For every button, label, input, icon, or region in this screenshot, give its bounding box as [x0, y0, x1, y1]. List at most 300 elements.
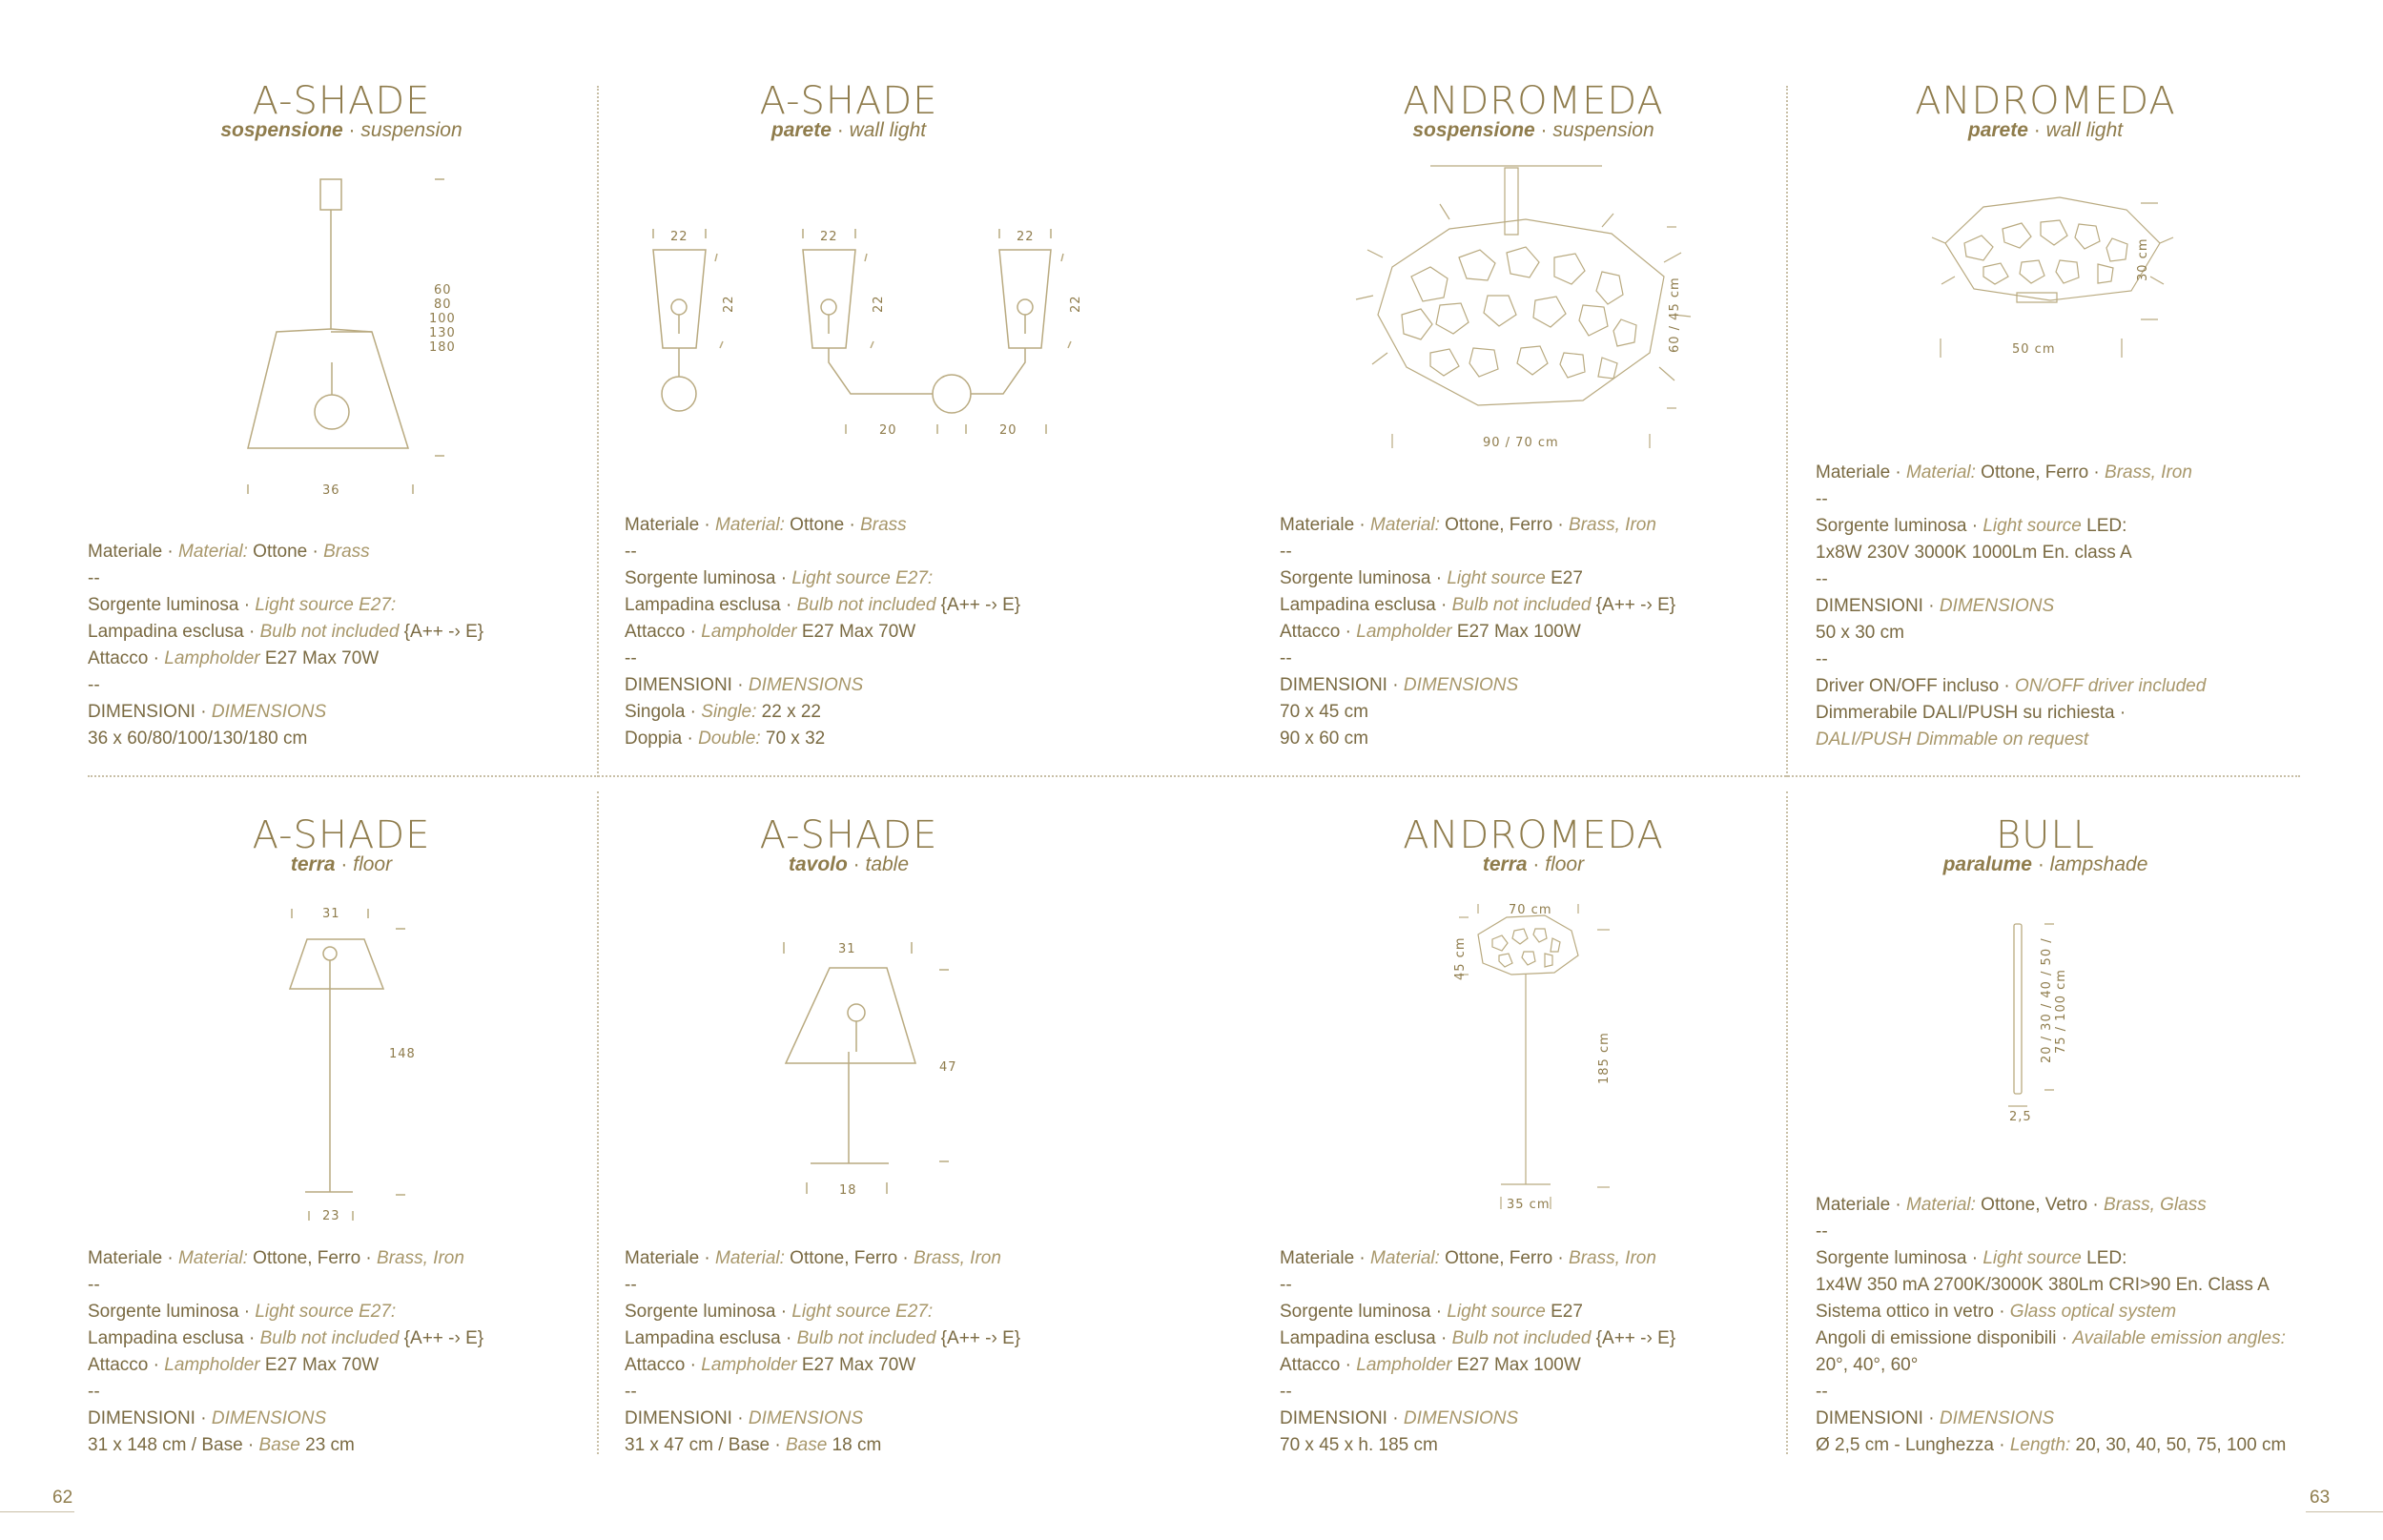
spec-italian: Ottone, Ferro ·: [1439, 515, 1570, 535]
spec-row: [88, 672, 483, 699]
dim-w: 70 cm: [1509, 903, 1552, 917]
dim-h1: 45 cm: [1453, 936, 1468, 980]
spec-italian: Materiale ·: [1280, 515, 1371, 535]
subtitle-it: terra: [1482, 853, 1528, 875]
spec-italian: --: [88, 1275, 100, 1295]
spec-italian: Materiale ·: [88, 542, 179, 562]
spec-list: [1816, 460, 2206, 753]
spec-english: Material:: [1370, 1248, 1440, 1268]
spec-italian: --: [625, 542, 637, 562]
spec-italian: Lampadina esclusa ·: [1280, 595, 1452, 615]
a-shade-wall-drawing: [639, 219, 1135, 448]
spec-italian: 36 x 60/80/100/130/180 cm: [88, 729, 308, 749]
dim-h-80: 80: [434, 298, 452, 312]
spec-row: [625, 1379, 1020, 1406]
spec-italian: --: [1280, 542, 1292, 562]
spec-italian: Ottone, Ferro ·: [1975, 462, 2106, 483]
product-subtitle: [1845, 852, 2246, 877]
subtitle-separator: ·: [831, 119, 850, 141]
dim-len: 20 / 30 / 40 / 50 /: [2040, 937, 2054, 1063]
spec-row: [1816, 647, 2206, 673]
spec-italian: Lampadina esclusa ·: [88, 1328, 260, 1348]
dim-h-180: 180: [429, 340, 456, 355]
subtitle-it: terra: [290, 853, 336, 875]
spec-italian: Sorgente luminosa ·: [88, 595, 256, 615]
dim-h-3: 22: [1069, 295, 1083, 313]
spec-english: Lampholder: [701, 1355, 797, 1375]
spec-italian: 18 cm: [827, 1435, 882, 1455]
spec-row: [88, 565, 483, 592]
spec-italian: Lampadina esclusa ·: [625, 595, 797, 615]
spec-english: Base: [785, 1435, 828, 1455]
spec-english: Material:: [715, 1248, 785, 1268]
spec-row: [88, 646, 483, 672]
andromeda-suspension-drawing: [1335, 162, 1716, 467]
spec-english: Brass: [323, 542, 370, 562]
product-subtitle: [648, 852, 1049, 877]
spec-row: [88, 592, 483, 619]
dim-w-1: 22: [670, 230, 688, 244]
spec-row: [1816, 727, 2206, 753]
spec-english: Light source E27:: [255, 595, 397, 615]
spec-english: DIMENSIONS: [211, 702, 327, 722]
spec-row: [625, 726, 1020, 752]
spec-italian: {A++ -› E}: [935, 595, 1021, 615]
spec-english: Material:: [178, 1248, 248, 1268]
spec-italian: {A++ -› E}: [935, 1328, 1021, 1348]
dim-h-100: 100: [429, 312, 456, 326]
spec-list: [625, 512, 1020, 752]
spec-italian: Materiale ·: [88, 1248, 179, 1268]
spec-italian: E27 Max 70W: [259, 1355, 380, 1375]
dim-h: 148: [389, 1047, 416, 1061]
spec-italian: Materiale ·: [1816, 462, 1907, 483]
a-shade-suspension-drawing: [229, 162, 477, 505]
a-shade-table-drawing: [772, 939, 973, 1197]
spec-row: [1816, 1219, 2286, 1245]
spec-row: [1816, 566, 2206, 593]
spec-italian: Sorgente luminosa ·: [625, 568, 792, 588]
product-title: ANDROMEDA: [1915, 79, 2176, 123]
spec-italian: 70 x 45 cm: [1280, 702, 1368, 722]
spec-row: [1280, 1379, 1675, 1406]
spec-italian: Attacco ·: [1280, 622, 1357, 642]
dim-arm-2: 20: [999, 423, 1017, 438]
spec-italian: DIMENSIONI ·: [1280, 1408, 1404, 1428]
subtitle-it: sospensione: [1412, 119, 1535, 141]
product-title: A-SHADE: [252, 79, 431, 123]
column-divider-3: [1786, 86, 1788, 777]
subtitle-it: sospensione: [220, 119, 343, 141]
spec-english: Light source: [1982, 516, 2082, 536]
spec-english: Bulb not included: [796, 595, 936, 615]
product-subtitle: [1333, 852, 1734, 877]
dim-width: 36: [322, 483, 340, 498]
subtitle-separator: ·: [342, 119, 361, 141]
spec-row: [625, 1272, 1020, 1299]
spec-list: [1280, 512, 1675, 752]
dim-w: 31: [322, 907, 340, 921]
spec-english: DIMENSIONS: [1403, 1408, 1519, 1428]
spec-row: [1816, 540, 2206, 566]
spec-italian: Materiale ·: [625, 515, 716, 535]
spec-row: [1816, 1272, 2286, 1299]
subtitle-separator: ·: [335, 853, 354, 875]
spec-italian: DIMENSIONI ·: [1816, 596, 1940, 616]
spec-italian: --: [625, 1382, 637, 1402]
spec-row: [1816, 460, 2206, 486]
product-title: ANDROMEDA: [1403, 79, 1664, 123]
spec-row: [1280, 1272, 1675, 1299]
spec-row: [625, 672, 1020, 699]
spec-italian: E27 Max 100W: [1451, 1355, 1581, 1375]
subtitle-en: floor: [1545, 853, 1585, 875]
row-divider: [88, 775, 2300, 777]
spec-italian: Attacco ·: [625, 622, 702, 642]
spec-list: [1816, 1192, 2286, 1459]
spec-english: Bulb not included: [259, 622, 400, 642]
dim-base: 18: [839, 1183, 857, 1198]
spec-italian: DIMENSIONI ·: [625, 675, 749, 695]
spec-italian: Materiale ·: [1280, 1248, 1371, 1268]
spec-row: [1280, 565, 1675, 592]
dim-w-2: 22: [820, 230, 838, 244]
spec-english: Length:: [2009, 1435, 2071, 1455]
spec-italian: Ottone, Vetro ·: [1975, 1195, 2105, 1215]
subtitle-en: suspension: [360, 119, 462, 141]
spec-italian: 1x4W 350 mA 2700K/3000K 380Lm CRI>90 En. Class A: [1816, 1275, 2270, 1295]
spec-english: Brass: [860, 515, 907, 535]
spec-italian: LED:: [2081, 1248, 2127, 1268]
spec-row: [1280, 1299, 1675, 1325]
subtitle-it: parete: [1967, 119, 2028, 141]
spec-english: Base: [258, 1435, 300, 1455]
spec-english: Light source: [1447, 568, 1546, 588]
spec-italian: DIMENSIONI ·: [88, 702, 212, 722]
spec-row: [625, 1406, 1020, 1432]
spec-list: [1280, 1245, 1675, 1459]
spec-english: Light source E27:: [791, 568, 934, 588]
subtitle-it: tavolo: [788, 853, 848, 875]
spec-italian: --: [1816, 489, 1828, 509]
spec-italian: LED:: [2081, 516, 2127, 536]
spec-english: Brass, Iron: [1569, 515, 1656, 535]
spec-row: [625, 646, 1020, 672]
spec-row: [1280, 1325, 1675, 1352]
spec-italian: Dimmerabile DALI/PUSH su richiesta ·: [1816, 703, 2126, 723]
spec-italian: Attacco ·: [625, 1355, 702, 1375]
spec-italian: E27 Max 70W: [796, 622, 916, 642]
spec-italian: --: [625, 648, 637, 668]
spec-english: Material:: [178, 542, 248, 562]
spec-row: [88, 1352, 483, 1379]
page-number-left: 62: [52, 1488, 73, 1508]
spec-row: [1816, 700, 2206, 727]
spec-italian: {A++ -› E}: [399, 1328, 484, 1348]
spec-english: ON/OFF driver included: [2015, 676, 2207, 696]
spec-english: Single:: [701, 702, 757, 722]
spec-italian: --: [1280, 1382, 1292, 1402]
dim-h: 60 / 45 cm: [1668, 277, 1682, 353]
spec-italian: 22 x 22: [756, 702, 821, 722]
dim-h-1: 22: [722, 295, 736, 313]
page-rule-left: [0, 1511, 74, 1512]
spec-row: [1280, 1406, 1675, 1432]
spec-italian: Sorgente luminosa ·: [1816, 1248, 1983, 1268]
spec-row: [1816, 513, 2206, 540]
spec-english: Bulb not included: [259, 1328, 400, 1348]
dim-dia: 2,5: [2009, 1110, 2032, 1124]
spec-row: [625, 565, 1020, 592]
andromeda-floor-drawing: [1440, 896, 1631, 1221]
dim-h: 185 cm: [1597, 1032, 1612, 1084]
dim-h-2: 22: [872, 295, 886, 313]
bull-drawing: [1993, 911, 2079, 1130]
spec-row: [1816, 1352, 2286, 1379]
dim-w: 90 / 70 cm: [1483, 436, 1559, 450]
spec-row: [88, 619, 483, 646]
spec-italian: Sorgente luminosa ·: [1280, 1302, 1448, 1322]
spec-italian: Sistema ottico in vetro ·: [1816, 1302, 2010, 1322]
spec-row: [625, 1325, 1020, 1352]
spec-italian: {A++ -› E}: [1591, 595, 1676, 615]
spec-english: Lampholder: [1356, 1355, 1452, 1375]
spec-italian: DIMENSIONI ·: [625, 1408, 749, 1428]
spec-english: DIMENSIONS: [1939, 1408, 2055, 1428]
spec-italian: Sorgente luminosa ·: [88, 1302, 256, 1322]
spec-italian: --: [1816, 569, 1828, 589]
spec-english: Light source E27:: [791, 1302, 934, 1322]
product-subtitle: [1333, 118, 1734, 143]
spec-italian: Attacco ·: [1280, 1355, 1357, 1375]
spec-row: [625, 1352, 1020, 1379]
subtitle-en: floor: [353, 853, 393, 875]
spec-italian: 50 x 30 cm: [1816, 623, 1904, 643]
spec-row: [1280, 512, 1675, 539]
spec-italian: --: [88, 1382, 100, 1402]
product-title: A-SHADE: [252, 813, 431, 857]
spec-italian: 20°, 40°, 60°: [1816, 1355, 1919, 1375]
spec-row: [88, 1406, 483, 1432]
subtitle-it: parete: [770, 119, 832, 141]
page-rule-right: [2306, 1511, 2383, 1512]
spec-english: Light source E27:: [255, 1302, 397, 1322]
spec-italian: 23 cm: [299, 1435, 355, 1455]
spec-italian: --: [1816, 649, 1828, 669]
spec-list: [88, 1245, 483, 1459]
spec-italian: Attacco ·: [88, 648, 165, 668]
dim-len2: 75 / 100 cm: [2054, 969, 2068, 1054]
spec-italian: E27 Max 100W: [1451, 622, 1581, 642]
subtitle-en: wall light: [849, 119, 927, 141]
dim-h: 47: [939, 1060, 957, 1075]
spec-italian: DIMENSIONI ·: [1816, 1408, 1940, 1428]
spec-english: DIMENSIONS: [211, 1408, 327, 1428]
spec-english: Bulb not included: [796, 1328, 936, 1348]
spec-row: [88, 1272, 483, 1299]
spec-italian: 1x8W 230V 3000K 1000Lm En. class A: [1816, 543, 2132, 563]
spec-row: [625, 1432, 1020, 1459]
spec-row: [1280, 619, 1675, 646]
spec-italian: Singola ·: [625, 702, 702, 722]
spec-italian: E27: [1545, 568, 1583, 588]
spec-english: Lampholder: [164, 648, 260, 668]
spec-english: Glass optical system: [2009, 1302, 2177, 1322]
subtitle-separator: ·: [1534, 119, 1553, 141]
spec-row: [625, 1299, 1020, 1325]
spec-row: [1280, 646, 1675, 672]
spec-row: [1816, 1379, 2286, 1406]
spec-italian: --: [1816, 1222, 1828, 1242]
spec-english: Bulb not included: [1451, 1328, 1592, 1348]
spec-row: [88, 1325, 483, 1352]
spec-italian: Lampadina esclusa ·: [1280, 1328, 1452, 1348]
spec-row: [625, 1245, 1020, 1272]
spec-english: Material:: [715, 515, 785, 535]
spec-row: [1280, 1352, 1675, 1379]
spec-row: [1280, 672, 1675, 699]
dim-h-130: 130: [429, 326, 456, 340]
spec-english: Material:: [1906, 462, 1976, 483]
spec-row: [1816, 486, 2206, 513]
spec-english: Material:: [1370, 515, 1440, 535]
spec-italian: Ottone, Ferro ·: [247, 1248, 378, 1268]
spec-row: [625, 539, 1020, 565]
spec-italian: Lampadina esclusa ·: [625, 1328, 797, 1348]
product-subtitle: [141, 118, 542, 143]
spec-row: [1816, 1325, 2286, 1352]
subtitle-en: lampshade: [2049, 853, 2148, 875]
dim-w-3: 22: [1017, 230, 1035, 244]
spec-row: [1816, 1432, 2286, 1459]
spec-row: [88, 726, 483, 752]
spec-italian: DIMENSIONI ·: [88, 1408, 212, 1428]
andromeda-wall-drawing: [1926, 186, 2212, 377]
spec-italian: Ottone, Ferro ·: [1439, 1248, 1570, 1268]
product-subtitle: [141, 852, 542, 877]
spec-row: [88, 699, 483, 726]
spec-row: [625, 699, 1020, 726]
spec-italian: Driver ON/OFF incluso ·: [1816, 676, 2016, 696]
product-subtitle: [1845, 118, 2246, 143]
spec-italian: E27: [1545, 1302, 1583, 1322]
spec-row: [1280, 726, 1675, 752]
spec-english: Available emission angles:: [2072, 1328, 2286, 1348]
spec-italian: --: [1816, 1382, 1828, 1402]
spec-row: [625, 619, 1020, 646]
spec-italian: --: [625, 1275, 637, 1295]
spec-italian: Attacco ·: [88, 1355, 165, 1375]
spec-row: [88, 1299, 483, 1325]
subtitle-en: table: [865, 853, 910, 875]
spec-italian: Angoli di emissione disponibili ·: [1816, 1328, 2073, 1348]
spec-list: [88, 539, 483, 752]
dim-w: 50 cm: [2012, 342, 2056, 357]
spec-english: Light source: [1447, 1302, 1546, 1322]
spec-italian: Ottone ·: [784, 515, 861, 535]
spec-italian: Materiale ·: [625, 1248, 716, 1268]
spec-english: Double:: [698, 729, 761, 749]
spec-row: [88, 1432, 483, 1459]
column-divider-1: [597, 86, 599, 777]
subtitle-separator: ·: [847, 853, 866, 875]
dim-base: 23: [322, 1209, 340, 1223]
subtitle-en: wall light: [2045, 119, 2124, 141]
spec-english: Bulb not included: [1451, 595, 1592, 615]
spec-italian: --: [1280, 1275, 1292, 1295]
product-title: ANDROMEDA: [1403, 813, 1664, 857]
spec-english: Brass, Iron: [2105, 462, 2192, 483]
spec-row: [88, 1379, 483, 1406]
spec-english: Lampholder: [701, 622, 797, 642]
spec-row: [1816, 593, 2206, 620]
dim-arm-1: 20: [879, 423, 897, 438]
spec-english: Light source: [1982, 1248, 2082, 1268]
spec-italian: --: [88, 675, 100, 695]
spec-english: Brass, Iron: [377, 1248, 464, 1268]
product-title: A-SHADE: [759, 813, 938, 857]
spec-italian: {A++ -› E}: [399, 622, 484, 642]
spec-english: Brass, Iron: [1569, 1248, 1656, 1268]
spec-row: [625, 512, 1020, 539]
spec-row: [1816, 673, 2206, 700]
spec-english: DIMENSIONS: [1403, 675, 1519, 695]
dim-h-60: 60: [434, 283, 452, 298]
column-divider-3b: [1786, 791, 1788, 1454]
spec-italian: Ø 2,5 cm - Lunghezza ·: [1816, 1435, 2010, 1455]
spec-english: DIMENSIONS: [748, 1408, 864, 1428]
spec-italian: 20, 30, 40, 50, 75, 100 cm: [2070, 1435, 2287, 1455]
spec-row: [88, 539, 483, 565]
spec-italian: Ottone, Ferro ·: [784, 1248, 914, 1268]
spec-english: DALI/PUSH Dimmable on request: [1816, 729, 2089, 749]
spec-italian: Sorgente luminosa ·: [625, 1302, 792, 1322]
spec-italian: {A++ -› E}: [1591, 1328, 1676, 1348]
spec-italian: Sorgente luminosa ·: [1816, 516, 1983, 536]
page-number-right: 63: [2310, 1488, 2331, 1508]
spec-italian: Sorgente luminosa ·: [1280, 568, 1448, 588]
subtitle-separator: ·: [2031, 853, 2050, 875]
spec-italian: Lampadina esclusa ·: [88, 622, 260, 642]
dim-base: 35 cm: [1507, 1198, 1551, 1212]
dim-w: 31: [838, 942, 856, 956]
spec-english: Brass, Iron: [914, 1248, 1001, 1268]
spec-english: Material:: [1906, 1195, 1976, 1215]
spec-english: Lampholder: [164, 1355, 260, 1375]
spec-row: [1280, 1432, 1675, 1459]
subtitle-en: suspension: [1552, 119, 1654, 141]
spec-italian: 70 x 32: [760, 729, 826, 749]
dim-h: 30 cm: [2136, 237, 2150, 281]
spec-row: [1280, 699, 1675, 726]
product-title: BULL: [1995, 813, 2096, 857]
subtitle-separator: ·: [1527, 853, 1546, 875]
spec-row: [1816, 1299, 2286, 1325]
product-title: A-SHADE: [759, 79, 938, 123]
a-shade-floor-drawing: [277, 901, 448, 1225]
spec-italian: E27 Max 70W: [796, 1355, 916, 1375]
spec-italian: --: [88, 568, 100, 588]
spec-italian: DIMENSIONI ·: [1280, 675, 1404, 695]
spec-row: [1816, 1245, 2286, 1272]
spec-row: [625, 592, 1020, 619]
spec-english: Brass, Glass: [2104, 1195, 2207, 1215]
subtitle-separator: ·: [2027, 119, 2046, 141]
spec-row: [1816, 1406, 2286, 1432]
spec-italian: 90 x 60 cm: [1280, 729, 1368, 749]
subtitle-it: paralume: [1942, 853, 2032, 875]
spec-row: [1816, 1192, 2286, 1219]
